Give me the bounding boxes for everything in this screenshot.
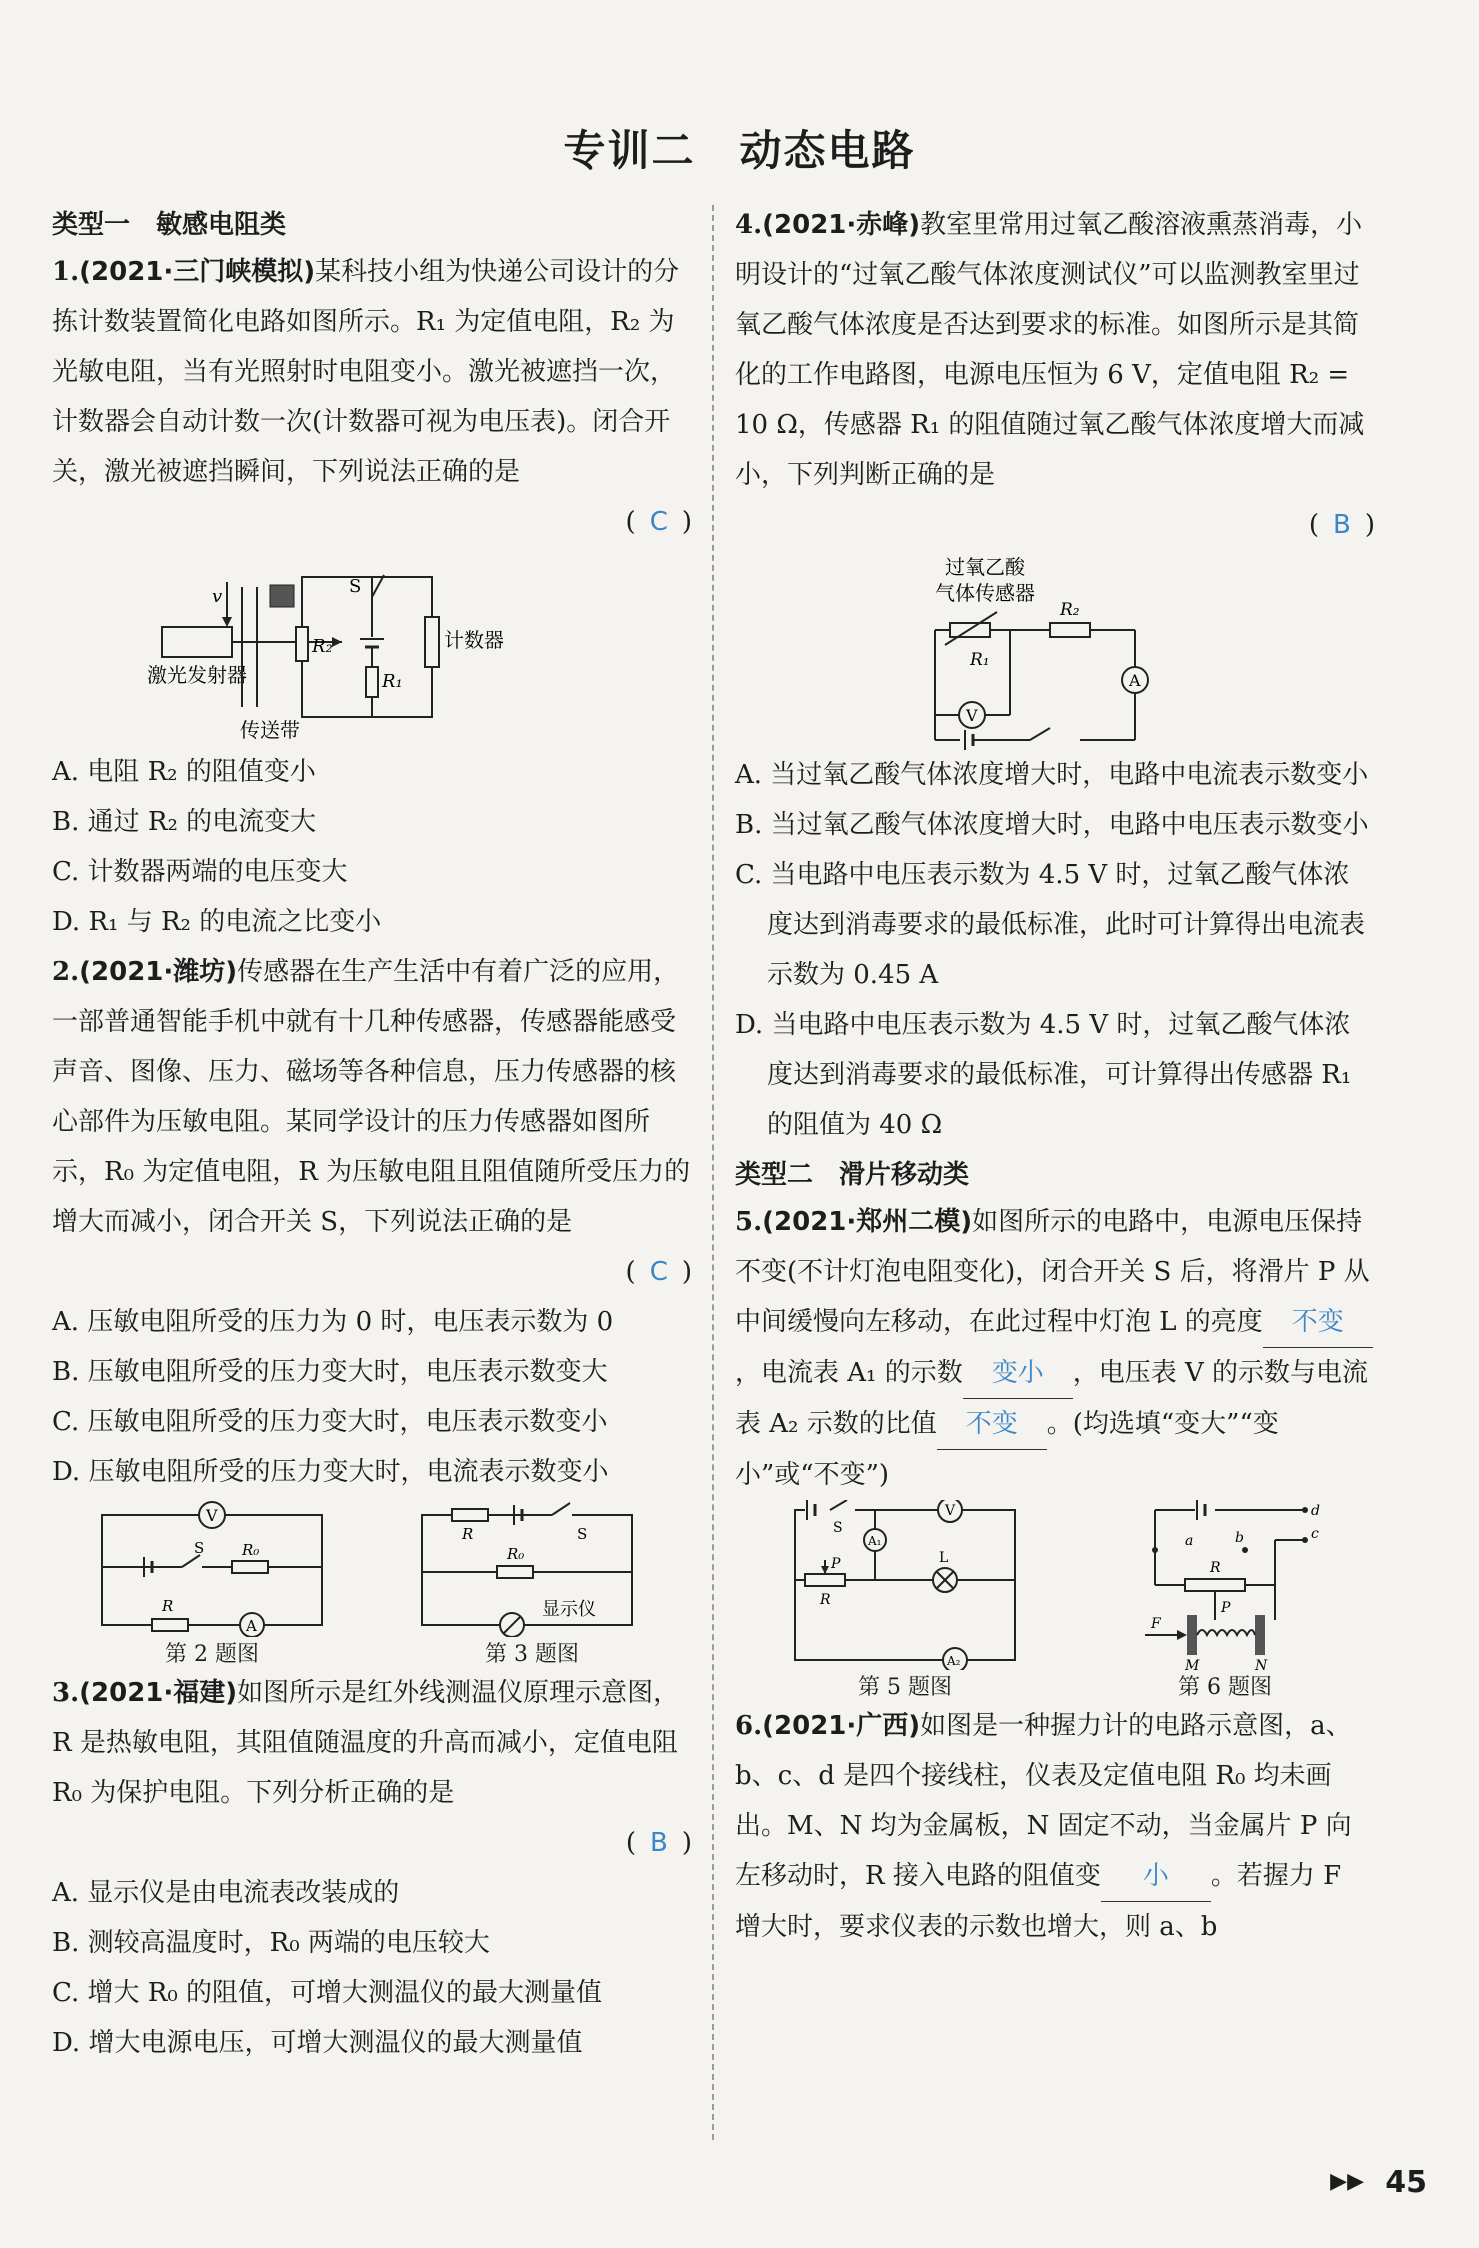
q5-fig-l: L bbox=[939, 1550, 949, 1566]
q3-fig-s: S bbox=[577, 1525, 588, 1543]
q3-option-b: B. 测较高温度时，R₀ 两端的电压较大 bbox=[52, 1928, 490, 1958]
q3-fig-display: 显示仪 bbox=[542, 1599, 596, 1620]
q1-fig-r2: R₂ bbox=[312, 636, 333, 657]
q4-figure bbox=[735, 550, 1375, 750]
q2-source: (2021·潍坊) bbox=[79, 957, 238, 987]
q6-stem-b: 。若握力 F 增大时，要求仪表的示数也增大，则 a、b bbox=[735, 1861, 1342, 1942]
q6-fig-f: F bbox=[1151, 1616, 1161, 1632]
q5-fig-a2: A₂ bbox=[947, 1654, 961, 1668]
q2-option-a: A. 压敏电阻所受的压力为 0 时，电压表示数为 0 bbox=[52, 1307, 614, 1337]
q4-answer-row: ( B ) bbox=[1308, 510, 1375, 540]
q5-fig-s: S bbox=[833, 1520, 843, 1536]
figures-2-3 bbox=[52, 1497, 692, 1668]
q3-answer-row: ( B ) bbox=[625, 1828, 692, 1858]
q6-figure bbox=[1115, 1500, 1335, 1670]
q2-fig-r0: R₀ bbox=[242, 1541, 260, 1559]
q2-figure bbox=[82, 1497, 342, 1637]
q5-fig-p: P bbox=[831, 1556, 841, 1572]
q5-fig-r: R bbox=[820, 1592, 831, 1608]
q2-option-b: B. 压敏电阻所受的压力变大时，电压表示数变大 bbox=[52, 1357, 608, 1387]
question-5 bbox=[735, 1197, 1375, 1500]
next-page-arrow-icon: ▶▶ bbox=[1330, 2169, 1364, 2194]
q6-fig-b: b bbox=[1235, 1530, 1244, 1546]
question-6 bbox=[735, 1701, 1375, 1952]
q3-figure-caption: 第 3 题图 bbox=[485, 1642, 579, 1667]
q4-option-a: A. 当过氧乙酸气体浓度增大时，电路中电流表示数变小 bbox=[735, 760, 1369, 790]
q1-fig-counter: 计数器 bbox=[444, 628, 504, 652]
q4-fig-v: V bbox=[966, 706, 978, 725]
q6-fig-m: M bbox=[1185, 1658, 1200, 1670]
section-heading-1: 类型一 敏感电阻类 bbox=[52, 210, 287, 240]
q3-number: 3. bbox=[52, 1678, 80, 1708]
column-divider bbox=[712, 205, 714, 2140]
q1-number: 1. bbox=[52, 257, 80, 287]
q4-stem: 教室里常用过氧乙酸溶液熏蒸消毒，小明设计的“过氧乙酸气体浓度测试仪”可以监测教室里过氧乙酸气体浓度是否达到要求的标准。如图所示是其简化的工作电路图，电源电压恒为 6 V，定值电阻 R₂ = 10 Ω，传感器 R₁ 的阻值随过氧乙酸气体浓度增大而减小，下列判断正确的是 bbox=[735, 210, 1365, 490]
q3-option-d: D. 增大电源电压，可增大测温仪的最大测量值 bbox=[52, 2028, 583, 2058]
q5-figure bbox=[775, 1500, 1035, 1670]
q2-answer-row: ( C ) bbox=[625, 1257, 692, 1287]
q6-blank-1: 小 bbox=[1101, 1851, 1211, 1902]
q1-fig-r1: R₁ bbox=[382, 671, 403, 692]
q6-fig-c: c bbox=[1311, 1526, 1319, 1542]
q2-fig-r: R bbox=[162, 1597, 174, 1615]
question-2 bbox=[52, 947, 692, 1247]
q1-fig-s: S bbox=[349, 576, 362, 597]
q4-option-b: B. 当过氧乙酸气体浓度增大时，电路中电压表示数变小 bbox=[735, 810, 1369, 840]
q3-source: (2021·福建) bbox=[79, 1678, 238, 1708]
q1-answer: C bbox=[649, 507, 668, 537]
q5-fig-a1: A₁ bbox=[868, 1534, 882, 1548]
q4-fig-sensor-line1: 过氧乙酸 bbox=[945, 555, 1025, 579]
q1-option-c: C. 计数器两端的电压变大 bbox=[52, 857, 348, 887]
q5-blank-1: 不变 bbox=[1263, 1297, 1373, 1348]
q1-fig-v: v bbox=[212, 586, 223, 607]
q3-fig-r0: R₀ bbox=[507, 1545, 525, 1563]
q1-stem: 某科技小组为快递公司设计的分拣计数装置简化电路如图所示。R₁ 为定值电阻，R₂ 为光敏电阻，当有光照射时电阻变小。激光被遮挡一次，计数器会自动计数一次(计数器可视为电压表)。闭合开关，激光被遮挡瞬间，下列说法正确的是 bbox=[52, 257, 680, 487]
q4-fig-r1: R₁ bbox=[970, 650, 990, 670]
q4-source: (2021·赤峰) bbox=[762, 210, 921, 240]
q5-source: (2021·郑州二模) bbox=[762, 1207, 973, 1237]
q4-fig-sensor-line2: 气体传感器 bbox=[935, 581, 1035, 605]
q5-number: 5. bbox=[735, 1207, 763, 1237]
q6-number: 6. bbox=[735, 1711, 763, 1741]
q1-option-d: D. R₁ 与 R₂ 的电流之比变小 bbox=[52, 907, 382, 937]
q1-fig-belt: 传送带 bbox=[240, 718, 300, 742]
q6-fig-a: a bbox=[1185, 1533, 1194, 1549]
q4-fig-r2: R₂ bbox=[1060, 600, 1080, 620]
question-3 bbox=[52, 1668, 692, 1818]
page-title: 专训二 动态电路 bbox=[563, 126, 916, 175]
q6-source: (2021·广西) bbox=[762, 1711, 921, 1741]
q1-source: (2021·三门峡模拟) bbox=[79, 257, 316, 287]
q3-option-a: A. 显示仪是由电流表改装成的 bbox=[52, 1878, 400, 1908]
q2-option-d: D. 压敏电阻所受的压力变大时，电流表示数变小 bbox=[52, 1457, 609, 1487]
q5-blank-2: 变小 bbox=[963, 1348, 1073, 1399]
q2-fig-a: A bbox=[246, 1617, 257, 1635]
left-column bbox=[52, 200, 692, 2068]
q2-fig-s: S bbox=[194, 1539, 205, 1557]
question-4 bbox=[735, 200, 1375, 500]
q2-stem: 传感器在生产生活中有着广泛的应用，一部普通智能手机中就有十几种传感器，传感器能感受声音、图像、压力、磁场等各种信息，压力传感器的核心部件为压敏电阻。某同学设计的压力传感器如图所示，R₀ 为定值电阻，R 为压敏电阻且阻值随所受压力的增大而减小，闭合开关 S，下列说法正确的是 bbox=[52, 957, 691, 1237]
q1-answer-row: ( C ) bbox=[625, 507, 692, 537]
q5-stem-b: ，电流表 A₁ 的示数 bbox=[735, 1358, 963, 1388]
q3-answer: B bbox=[650, 1828, 668, 1858]
q2-answer: C bbox=[649, 1257, 668, 1287]
q5-stem-d: 。(均选填“变大”“变小”或“不变”) bbox=[735, 1409, 1279, 1490]
q3-figure bbox=[402, 1497, 662, 1637]
q5-blank-3: 不变 bbox=[937, 1399, 1047, 1450]
q1-option-b: B. 通过 R₂ 的电流变大 bbox=[52, 807, 317, 837]
q2-option-c: C. 压敏电阻所受的压力变大时，电压表示数变小 bbox=[52, 1407, 608, 1437]
q3-stem: 如图所示是红外线测温仪原理示意图，R 是热敏电阻，其阻值随温度的升高而减小，定值电阻 R₀ 为保护电阻。下列分析正确的是 bbox=[52, 1678, 680, 1808]
q6-fig-n: N bbox=[1255, 1658, 1268, 1670]
q5-fig-v: V bbox=[945, 1503, 956, 1519]
q2-fig-v: V bbox=[206, 1506, 218, 1525]
q1-option-a: A. 电阻 R₂ 的阻值变小 bbox=[52, 757, 316, 787]
q4-number: 4. bbox=[735, 210, 763, 240]
q5-stem-a: 如图所示的电路中，电源电压保持不变(不计灯泡电阻变化)，闭合开关 S 后，将滑片 P 从中间缓慢向左移动，在此过程中灯泡 L 的亮度 bbox=[735, 1207, 1370, 1337]
q2-figure-caption: 第 2 题图 bbox=[165, 1642, 259, 1667]
q3-fig-r: R bbox=[462, 1525, 474, 1543]
q1-fig-laser: 激光发射器 bbox=[147, 663, 247, 687]
right-column bbox=[735, 200, 1375, 1952]
q5-figure-caption: 第 5 题图 bbox=[858, 1675, 952, 1700]
question-1 bbox=[52, 247, 692, 497]
figures-5-6 bbox=[735, 1500, 1375, 1701]
q6-fig-r: R bbox=[1210, 1560, 1221, 1576]
q4-fig-a: A bbox=[1129, 671, 1141, 690]
q6-fig-p: P bbox=[1221, 1600, 1231, 1616]
q2-number: 2. bbox=[52, 957, 80, 987]
q6-figure-caption: 第 6 题图 bbox=[1178, 1675, 1272, 1700]
section-heading-2: 类型二 滑片移动类 bbox=[735, 1160, 970, 1190]
q6-fig-d: d bbox=[1311, 1503, 1320, 1519]
q4-option-d: D. 当电路中电压表示数为 4.5 V 时，过氧乙酸气体浓度达到消毒要求的最低标准，可计算得出传感器 R₁ 的阻值为 40 Ω bbox=[735, 1010, 1352, 1140]
q4-answer: B bbox=[1333, 510, 1351, 540]
q3-option-c: C. 增大 R₀ 的阻值，可增大测温仪的最大测量值 bbox=[52, 1978, 603, 2008]
page-number: 45 bbox=[1385, 2165, 1427, 2200]
q4-option-c: C. 当电路中电压表示数为 4.5 V 时，过氧乙酸气体浓度达到消毒要求的最低标准，此时可计算得出电流表示数为 0.45 A bbox=[735, 860, 1366, 990]
q1-figure bbox=[52, 547, 692, 747]
q6-stem-a: 如图是一种握力计的电路示意图，a、b、c、d 是四个接线柱，仪表及定值电阻 R₀ 均未画出。M、N 均为金属板，N 固定不动，当金属片 P 向左移动时，R 接入电路的阻值变 bbox=[735, 1711, 1352, 1891]
q5-stem-c: ，电压表 V 的示数与电流表 A₂ 示数的比值 bbox=[735, 1358, 1369, 1439]
